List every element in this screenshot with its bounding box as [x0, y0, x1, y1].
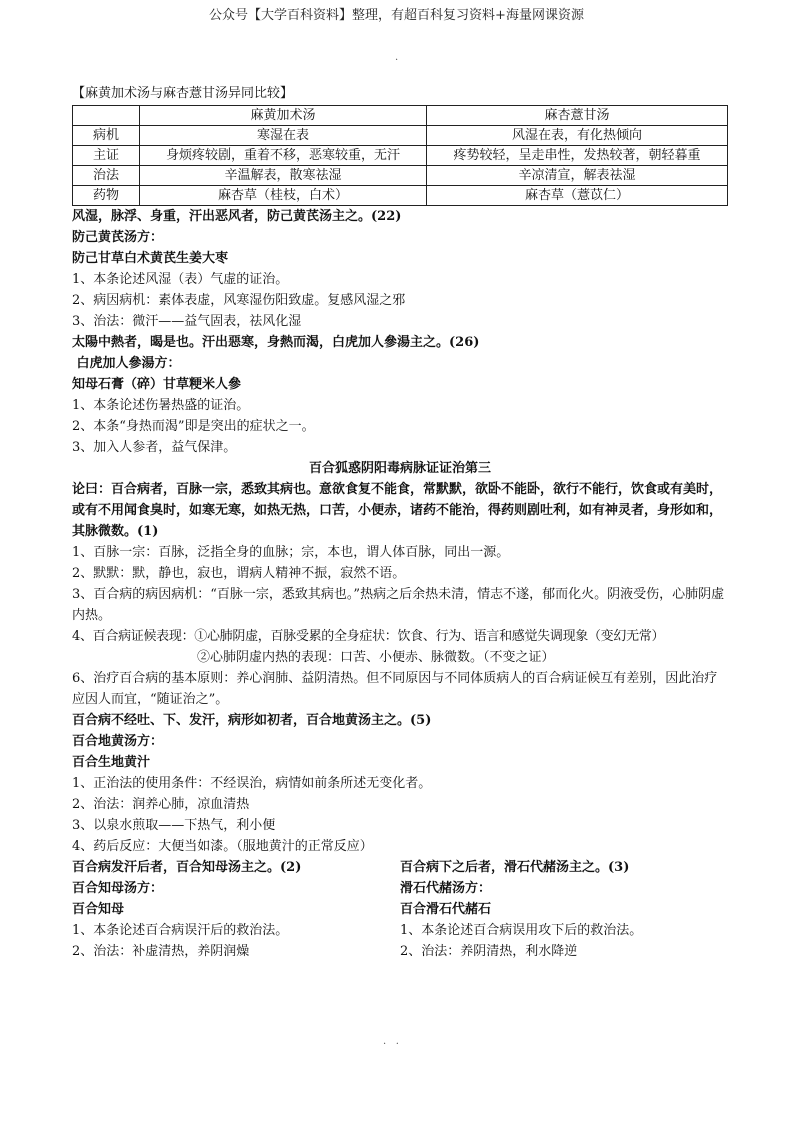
ingredients-baihu: 知母石膏（碎）甘草粳米人參: [72, 377, 242, 392]
clause-fangji: 风湿，脉浮、身重，汗出恶风者，防己黄芪汤主之。(22): [72, 209, 402, 224]
note-line: 1、本条论述百合病误汗后的救治法。: [72, 923, 289, 938]
table-row: [73, 126, 728, 146]
top-dot: .: [395, 52, 399, 63]
table-cell: 身烦疼较剧，重着不移，恶寒较重，无汗: [140, 146, 427, 166]
formula-title-huashi: 滑石代赭汤方：: [400, 881, 492, 896]
ingredients-huashi: 百合滑石代赭石: [400, 902, 492, 917]
table-cell: 病机: [73, 126, 140, 146]
table-cell: 药物: [73, 186, 140, 206]
note-line: 3、治法：微汗——益气固表，祛风化湿: [72, 314, 302, 329]
bottom-dots: . .: [383, 1036, 399, 1047]
table-cell: 治法: [73, 166, 140, 186]
table-header-cell: 麻杏薏甘汤: [427, 106, 728, 126]
table-cell: 麻杏草（桂枝，白术）: [140, 186, 427, 206]
clause-baihe: 论曰：百合病者，百脉一宗，悉致其病也。意欲食复不能食，常默默，欲卧不能卧，欲行不能行，饮食或有美时，或有不用闻食臭时，如寒无寒，如热无热，口苦，小便赤，诸药不能治，得药则剧吐利，如有神灵者，身形如和，其脉微数。(1): [72, 482, 723, 539]
ingredients-dihuang: 百合生地黄汁: [72, 755, 151, 770]
table-cell: 麻杏草（薏苡仁）: [427, 186, 728, 206]
table-row: [73, 146, 728, 166]
note-line: 3、以泉水煎取——下热气，利小便: [72, 818, 276, 833]
clause-huashi: 百合病下之后者，滑石代赭汤主之。(3): [400, 860, 630, 875]
clause-dihuang: 百合病不经吐、下、发汗，病形如初者，百合地黄汤主之。(5): [72, 713, 432, 728]
ingredients-zhimu: 百合知母: [72, 902, 125, 917]
column-zhimu: [72, 857, 400, 962]
table-cell: 寒湿在表: [140, 126, 427, 146]
note-line: 1、百脉一宗：百脉，泛指全身的血脉；宗，本也，谓人体百脉，同出一源。: [72, 545, 510, 560]
note-line: 1、正治法的使用条件：不经误治，病情如前条所述无变化者。: [72, 776, 432, 791]
note-line: 3、加入人参者，益气保津。: [72, 440, 237, 455]
table-cell: 风湿在表，有化热倾向: [427, 126, 728, 146]
formula-title-fangji: 防己黄芪汤方：: [72, 230, 164, 245]
ingredients-fangji: 防己甘草白术黄芪生姜大枣: [72, 251, 229, 266]
two-column-section: [72, 857, 728, 962]
table-row: [73, 186, 728, 206]
formula-title-dihuang: 百合地黄汤方：: [72, 734, 164, 749]
clause-zhimu: 百合病发汗后者，百合知母汤主之。(2): [72, 860, 302, 875]
note-line: ②心肺阴虚内热的表现：口苦、小便赤、脉微数。（不变之证）: [197, 650, 555, 665]
document-body: [72, 84, 728, 962]
table-cell: 主证: [73, 146, 140, 166]
note-line: 2、治法：润养心肺，凉血清热: [72, 797, 250, 812]
note-line: 2、本条“身热而渴”即是突出的症状之一。: [72, 419, 315, 434]
table-row: [73, 166, 728, 186]
note-line: 2、默默：默，静也，寂也，谓病人精神不振，寂然不语。: [72, 566, 406, 581]
comparison-table: [72, 105, 728, 206]
note-line: 3、百合病的病因病机：“百脉一宗，悉致其病也。”热病之后余热未清，情志不遂，郁而化火。阴液受伤，心肺阴虚内热。: [72, 587, 725, 623]
chapter-title: 百合狐惑阴阳毒病脉证证治第三: [308, 461, 491, 476]
note-line: 2、病因病机：素体表虚，风寒湿伤阳致虚。复感风湿之邪: [72, 293, 406, 308]
formula-title-zhimu: 百合知母汤方：: [72, 881, 164, 896]
note-line: 4、百合病证候表现：①心肺阴虚，百脉受累的全身症状：饮食、行为、语言和感觉失调现象（变幻无常）: [72, 629, 665, 644]
note-line: 1、本条论述百合病误用攻下后的救治法。: [400, 923, 643, 938]
column-huashi: [400, 857, 728, 962]
note-line: 1、本条论述风湿（表）气虚的证治。: [72, 272, 289, 287]
note-line: 2、治法：养阴清热，利水降逆: [400, 944, 578, 959]
table-header-row: [73, 106, 728, 126]
table-cell: 辛温解表，散寒祛湿: [140, 166, 427, 186]
table-cell: 疼势较轻，呈走串性，发热较著，朝轻暮重: [427, 146, 728, 166]
table-cell: 辛凉清宣，解表祛湿: [427, 166, 728, 186]
note-line: 2、治法：补虚清热，养阴润燥: [72, 944, 250, 959]
note-line: 4、药后反应：大便当如漆。（服地黄汁的正常反应）: [72, 839, 373, 854]
note-line: 6、治疗百合病的基本原则：养心润肺、益阴清热。但不同原因与不同体质病人的百合病证候互有差别，因此治疗应因人而宜，“随证治之”。: [72, 671, 718, 707]
table-header-cell: 麻黄加术汤: [140, 106, 427, 126]
page-header: 公众号【大学百科资料】整理，有超百科复习资料+海量网课资源: [209, 8, 584, 23]
note-line: 1、本条论述伤暑热盛的证治。: [72, 398, 250, 413]
comparison-title: 【麻黄加术汤与麻杏薏甘汤异同比较】: [72, 86, 294, 101]
table-header-cell: [73, 106, 140, 126]
formula-title-baihu: 白虎加人參湯方：: [72, 356, 181, 371]
clause-baihu: 太陽中熱者，暍是也。汗出惡寒，身熱而渴，白虎加人參湯主之。(26): [72, 335, 480, 350]
